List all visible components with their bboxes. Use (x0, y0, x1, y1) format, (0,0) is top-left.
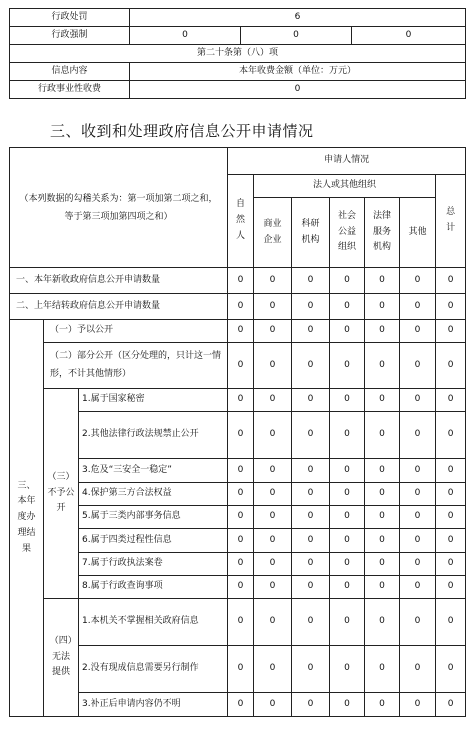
value-cell: 0 (130, 27, 241, 45)
row-label: 1.本机关不掌握相关政府信息 (79, 599, 228, 646)
value-cell: 0 (228, 599, 254, 646)
row-label: 行政强制 (10, 27, 130, 45)
value-cell: 0 (436, 320, 466, 343)
value-cell: 0 (365, 483, 400, 506)
value-cell: 0 (228, 343, 254, 389)
value-cell: 0 (254, 268, 292, 294)
table-row (10, 343, 466, 389)
value-cell: 0 (292, 599, 330, 646)
value-cell: 0 (292, 459, 330, 483)
value-cell: 0 (436, 693, 466, 717)
row-label: 5.属于三类内部事务信息 (79, 506, 228, 529)
value-cell: 6 (130, 9, 466, 27)
public-welfare-header: 社会公益组织 (330, 198, 365, 268)
value-cell: 0 (436, 389, 466, 412)
value-cell: 0 (436, 599, 466, 646)
value-cell: 0 (330, 553, 365, 576)
row-label: 一、本年新收政府信息公开申请数量 (10, 268, 228, 294)
value-cell: 0 (436, 506, 466, 529)
value-cell: 0 (292, 483, 330, 506)
value-cell: 本年收费金额（单位：万元） (130, 63, 466, 81)
value-cell: 0 (436, 343, 466, 389)
value-cell: 0 (228, 576, 254, 599)
note-cell: （本列数据的勾稽关系为：第一项加第二项之和，等于第三项加第四项之和） (10, 148, 228, 268)
value-cell: 0 (228, 646, 254, 693)
value-cell: 0 (228, 693, 254, 717)
value-cell: 0 (254, 576, 292, 599)
table-row (10, 9, 466, 27)
table-row (10, 553, 466, 576)
value-cell: 0 (330, 599, 365, 646)
value-cell: 0 (365, 343, 400, 389)
value-cell: 0 (436, 646, 466, 693)
value-cell: 0 (365, 576, 400, 599)
value-cell: 0 (365, 529, 400, 553)
value-cell: 0 (400, 343, 436, 389)
value-cell: 0 (365, 459, 400, 483)
row-label: 4.保护第三方合法权益 (79, 483, 228, 506)
value-cell: 0 (254, 553, 292, 576)
table-row (10, 63, 466, 81)
value-cell: 0 (400, 553, 436, 576)
table-row (10, 389, 466, 412)
value-cell: 0 (365, 389, 400, 412)
value-cell: 0 (400, 693, 436, 717)
cannot-provide-label: （四）无法提供 (44, 599, 79, 717)
table-row (10, 268, 466, 294)
table-row (10, 599, 466, 646)
research-header: 科研机构 (292, 198, 330, 268)
table-row (10, 81, 466, 99)
value-cell: 0 (254, 646, 292, 693)
table-row (10, 45, 466, 63)
value-cell: 0 (436, 294, 466, 320)
value-cell: 0 (365, 268, 400, 294)
group-label: 三、本年度办理结果 (10, 320, 44, 717)
value-cell: 0 (292, 389, 330, 412)
value-cell: 0 (436, 412, 466, 459)
value-cell: 0 (330, 576, 365, 599)
table-row (10, 320, 466, 343)
value-cell: 0 (365, 506, 400, 529)
applicant-header: 申请人情况 (228, 148, 466, 175)
value-cell: 0 (254, 459, 292, 483)
value-cell: 0 (436, 483, 466, 506)
value-cell: 0 (400, 506, 436, 529)
value-cell: 0 (400, 483, 436, 506)
table-row (10, 459, 466, 483)
value-cell: 0 (400, 599, 436, 646)
table-row (10, 294, 466, 320)
value-cell: 0 (254, 343, 292, 389)
fee-table (9, 8, 466, 99)
value-cell: 0 (330, 529, 365, 553)
value-cell: 0 (365, 320, 400, 343)
value-cell: 0 (400, 389, 436, 412)
value-cell: 0 (254, 506, 292, 529)
not-open-label: （三）不予公开 (44, 389, 79, 599)
value-cell: 0 (330, 268, 365, 294)
value-cell: 0 (400, 268, 436, 294)
header-row (10, 148, 466, 175)
value-cell: 0 (365, 599, 400, 646)
value-cell: 0 (400, 529, 436, 553)
value-cell: 0 (330, 320, 365, 343)
value-cell: 0 (254, 599, 292, 646)
row-label: 2.没有现成信息需要另行制作 (79, 646, 228, 693)
table-row (10, 483, 466, 506)
row-label: 二、上年结转政府信息公开申请数量 (10, 294, 228, 320)
value-cell: 0 (436, 459, 466, 483)
total-header: 总计 (436, 175, 466, 268)
value-cell: 0 (400, 459, 436, 483)
row-label: 8.属于行政查询事项 (79, 576, 228, 599)
value-cell: 0 (330, 646, 365, 693)
value-cell: 0 (330, 459, 365, 483)
value-cell: 0 (365, 553, 400, 576)
value-cell: 0 (254, 412, 292, 459)
row-label: 1.属于国家秘密 (79, 389, 228, 412)
business-header: 商业企业 (254, 198, 292, 268)
value-cell: 0 (228, 412, 254, 459)
value-cell: 0 (400, 294, 436, 320)
legal-group-header: 法人或其他组织 (254, 175, 436, 198)
value-cell: 0 (228, 483, 254, 506)
value-cell: 0 (228, 529, 254, 553)
value-cell: 0 (292, 553, 330, 576)
value-cell: 0 (254, 389, 292, 412)
value-cell: 0 (400, 646, 436, 693)
value-cell: 0 (254, 320, 292, 343)
value-cell: 0 (365, 646, 400, 693)
value-cell: 0 (436, 553, 466, 576)
value-cell: 0 (365, 412, 400, 459)
value-cell: 0 (330, 693, 365, 717)
value-cell: 0 (436, 268, 466, 294)
value-cell: 0 (400, 576, 436, 599)
value-cell: 0 (292, 268, 330, 294)
value-cell: 0 (330, 506, 365, 529)
row-label: 行政处罚 (10, 9, 130, 27)
value-cell: 0 (330, 343, 365, 389)
other-header: 其他 (400, 198, 436, 268)
natural-person-header: 自然人 (228, 175, 254, 268)
table-row (10, 529, 466, 553)
applications-table (9, 147, 466, 717)
table-row (10, 646, 466, 693)
table-row (10, 576, 466, 599)
row-label: （二）部分公开（区分处理的，只计这一情形，不计其他情形） (44, 343, 228, 389)
value-cell: 0 (130, 81, 466, 99)
value-cell: 0 (365, 693, 400, 717)
table-row (10, 412, 466, 459)
value-cell: 0 (436, 529, 466, 553)
value-cell: 0 (228, 553, 254, 576)
value-cell: 0 (292, 576, 330, 599)
value-cell: 0 (228, 506, 254, 529)
value-cell: 0 (241, 27, 352, 45)
value-cell: 0 (254, 483, 292, 506)
legal-service-header: 法律服务机构 (365, 198, 400, 268)
row-label: （一）予以公开 (44, 320, 228, 343)
value-cell: 0 (292, 529, 330, 553)
value-cell: 0 (292, 506, 330, 529)
value-cell: 0 (254, 529, 292, 553)
row-label: 6.属于四类过程性信息 (79, 529, 228, 553)
value-cell: 0 (292, 320, 330, 343)
value-cell: 0 (292, 343, 330, 389)
value-cell: 0 (352, 27, 466, 45)
value-cell: 0 (292, 693, 330, 717)
value-cell: 0 (400, 320, 436, 343)
row-label: 7.属于行政执法案卷 (79, 553, 228, 576)
table-row (10, 506, 466, 529)
row-label: 3.危及“三安全一稳定” (79, 459, 228, 483)
value-cell: 0 (228, 268, 254, 294)
value-cell: 0 (254, 693, 292, 717)
value-cell: 0 (330, 483, 365, 506)
value-cell: 0 (228, 459, 254, 483)
value-cell: 0 (292, 646, 330, 693)
table-row (10, 693, 466, 717)
value-cell: 0 (365, 294, 400, 320)
row-label: 行政事业性收费 (10, 81, 130, 99)
value-cell: 0 (254, 294, 292, 320)
value-cell: 0 (228, 320, 254, 343)
value-cell: 0 (228, 294, 254, 320)
section-row-label: 第二十条第（八）项 (10, 45, 466, 63)
value-cell: 0 (292, 294, 330, 320)
value-cell: 0 (330, 294, 365, 320)
value-cell: 0 (436, 576, 466, 599)
value-cell: 0 (400, 412, 436, 459)
value-cell: 0 (330, 389, 365, 412)
value-cell: 0 (228, 389, 254, 412)
section-title: 三、收到和处理政府信息公开申请情况 (50, 122, 314, 140)
row-label: 3.补正后申请内容仍不明 (79, 693, 228, 717)
value-cell: 0 (330, 412, 365, 459)
table-row (10, 27, 466, 45)
row-label: 2.其他法律行政法规禁止公开 (79, 412, 228, 459)
row-label: 信息内容 (10, 63, 130, 81)
value-cell: 0 (292, 412, 330, 459)
